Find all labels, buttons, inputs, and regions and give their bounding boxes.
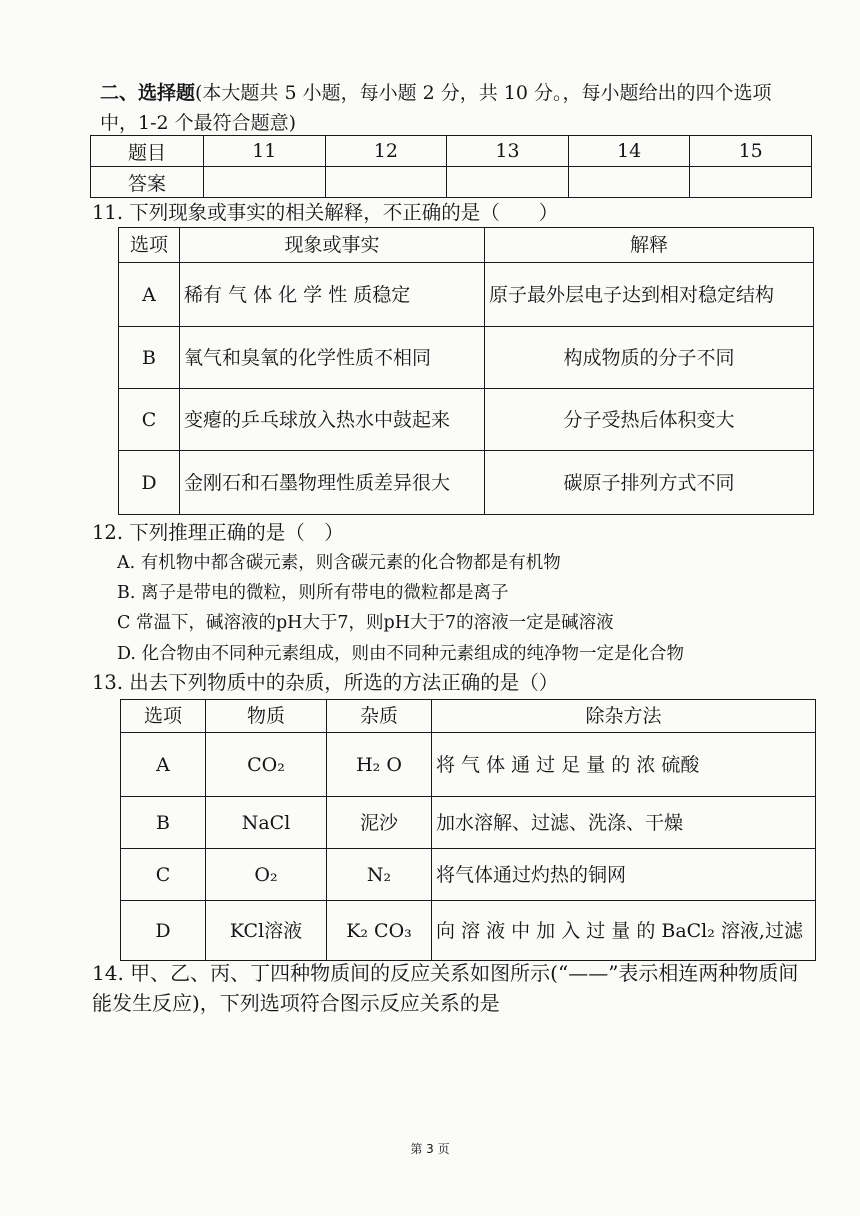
q13-substance: KCl溶液 [206,901,327,961]
q11-table [118,227,814,515]
page-number: 第 3 页 [410,1142,450,1156]
q13-row [121,733,816,797]
question-number: 11 [204,136,326,167]
q13-impurity: 泥沙 [327,797,432,849]
row-label-answer: 答案 [91,167,204,198]
question-number: 12 [325,136,447,167]
q11-fact: 稀有 气 体 化 学 性 质稳定 [180,263,485,327]
answer-table-number-row [91,136,812,167]
q13-option-label: A [121,733,206,797]
q13-stem: 13. 出去下列物质中的杂质，所选的方法正确的是（） [92,671,559,694]
q11-header-fact: 现象或事实 [180,228,485,263]
q13-row [121,901,816,961]
q13-method: 将气体通过灼热的铜网 [432,849,816,901]
q13-table [120,699,816,961]
q11-row [119,451,814,515]
q13-method: 将 气 体 通 过 足 量 的 浓 硫酸 [432,733,816,797]
q13-header-option: 选项 [121,700,206,733]
q13-impurity: K₂ CO₃ [327,901,432,961]
q11-header-row [119,228,814,263]
q11-stem: 11. 下列现象或事实的相关解释，不正确的是（ ） [92,201,559,224]
q11-header-explanation: 解释 [485,228,814,263]
q12-option-c: C 常温下，碱溶液的pH大于7，则pH大于7的溶液一定是碱溶液 [117,613,614,633]
q11-explanation: 碳原子排列方式不同 [485,451,814,515]
q13-impurity: N₂ [327,849,432,901]
q11-explanation: 分子受热后体积变大 [485,389,814,451]
q13-option-label: C [121,849,206,901]
q13-option-label: D [121,901,206,961]
q13-header-row [121,700,816,733]
q11-fact: 金刚石和石墨物理性质差异很大 [180,451,485,515]
q14-stem: 14. 甲、乙、丙、丁四种物质间的反应关系如图所示(“——”表示相连两种物质间能发生反应)，下列选项符合图示反应关系的是 [92,961,799,1015]
q12-option-a: A. 有机物中都含碳元素，则含碳元素的化合物都是有机物 [117,553,561,573]
q11-row [119,327,814,389]
q13-row [121,797,816,849]
answer-table-answer-row [91,167,812,198]
q13-method: 向 溶 液 中 加 入 过 量 的 BaCl₂ 溶液,过滤 [432,901,816,961]
q13-method: 加水溶解、过滤、洗涤、干燥 [432,797,816,849]
q13-impurity: H₂ O [327,733,432,797]
q11-row [119,389,814,451]
q11-explanation: 构成物质的分子不同 [485,327,814,389]
q11-row [119,263,814,327]
q12-option-b: B. 离子是带电的微粒，则所有带电的微粒都是离子 [117,583,509,603]
q11-header-option: 选项 [119,228,180,263]
q13-substance: CO₂ [206,733,327,797]
q13-option-label: B [121,797,206,849]
section-title: 二、选择题 [100,82,196,104]
q11-fact: 氧气和臭氧的化学性质不相同 [180,327,485,389]
q12-option-d: D. 化合物由不同种元素组成，则由不同种元素组成的纯净物一定是化合物 [117,644,685,664]
row-label-question: 题目 [91,136,204,167]
answer-table [90,135,812,198]
section-description: (本大题共 5 小题，每小题 2 分，共 10 分。，每小题给出的四个选项中，1-2 个最符合题意) [100,82,772,134]
question-number: 15 [690,136,812,167]
question-number: 14 [568,136,690,167]
q11-option-label: D [119,451,180,515]
section-heading [100,78,800,138]
q13-substance: NaCl [206,797,327,849]
q11-option-label: C [119,389,180,451]
answer-cell[interactable] [204,167,326,198]
q11-explanation: 原子最外层电子达到相对稳定结构 [485,263,814,327]
answer-cell[interactable] [447,167,569,198]
q13-header-impurity: 杂质 [327,700,432,733]
q13-header-substance: 物质 [206,700,327,733]
q13-row [121,849,816,901]
answer-cell[interactable] [325,167,447,198]
q11-option-label: B [119,327,180,389]
q11-option-label: A [119,263,180,327]
q11-fact: 变瘪的乒乓球放入热水中鼓起来 [180,389,485,451]
q13-header-method: 除杂方法 [432,700,816,733]
answer-cell[interactable] [568,167,690,198]
answer-cell[interactable] [690,167,812,198]
q13-substance: O₂ [206,849,327,901]
question-number: 13 [447,136,569,167]
q12-stem: 12. 下列推理正确的是（ ） [92,521,344,544]
